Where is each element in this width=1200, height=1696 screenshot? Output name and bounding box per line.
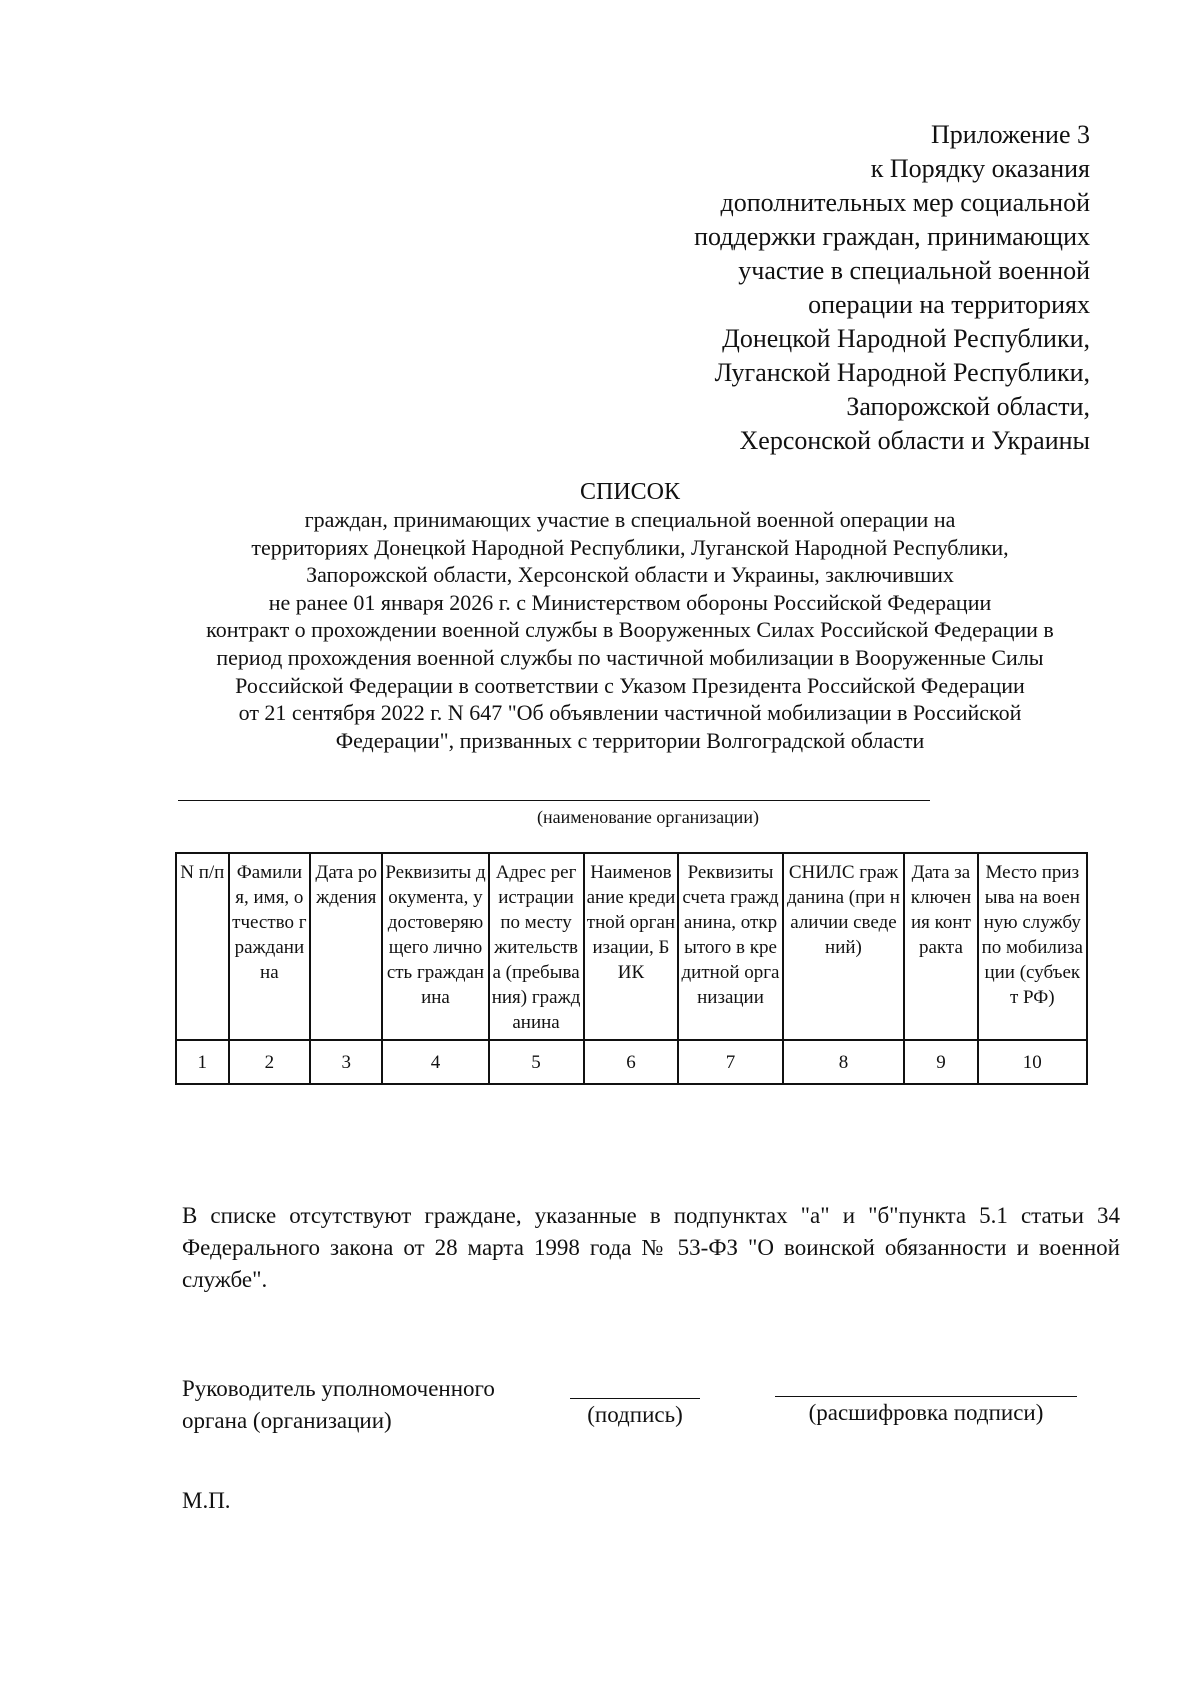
subtitle-line: от 21 сентября 2022 г. N 647 "Об объявлении частичной мобилизации в Российской: [238, 700, 1022, 726]
table-header-row: [176, 853, 1087, 1040]
appendix-line: Приложение 3: [930, 120, 1090, 149]
column-header: Реквизиты счета гражданина, открытого в кредитной организации: [678, 853, 782, 1040]
column-number: 5: [489, 1040, 584, 1084]
citizens-table: [175, 852, 1088, 1085]
subtitle-line: Запорожской области, Херсонской области и Украины, заключивших: [306, 562, 954, 588]
column-header: Дата заключения контракта: [904, 853, 977, 1040]
signatory-role: [182, 1373, 542, 1437]
subtitle-line: период прохождения военной службы по частичной мобилизации в Вооруженные Силы: [216, 644, 1044, 670]
organization-name-line: [178, 800, 930, 801]
column-header: Дата рождения: [310, 853, 382, 1040]
organization-caption: (наименование организации): [537, 807, 759, 827]
column-header: Реквизиты документа, удостоверяющего личность гражданина: [382, 853, 488, 1040]
document-subtitle: [140, 506, 1120, 754]
subtitle-line: не ранее 01 января 2026 г. с Министерством обороны Российской Федерации: [268, 589, 992, 615]
signature-decoding-line: [775, 1396, 1077, 1397]
column-number: 6: [584, 1040, 679, 1084]
appendix-header: [530, 118, 1090, 458]
subtitle-line: территориях Донецкой Народной Республики, Луганской Народной Республики,: [251, 534, 1009, 560]
column-number: 9: [904, 1040, 977, 1084]
column-number: 10: [978, 1040, 1087, 1084]
appendix-line: Донецкой Народной Республики,: [722, 324, 1090, 353]
appendix-line: Херсонской области и Украины: [739, 426, 1090, 455]
signatory-role-line: Руководитель уполномоченного: [182, 1376, 495, 1401]
stamp-place: М.П.: [182, 1488, 231, 1513]
subtitle-line: граждан, принимающих участие в специальной военной операции на: [304, 507, 956, 532]
column-header: Фамилия, имя, отчество гражданина: [229, 853, 311, 1040]
column-number: 8: [783, 1040, 905, 1084]
column-number: 3: [310, 1040, 382, 1084]
appendix-line: участие в специальной военной: [738, 256, 1090, 285]
appendix-line: поддержки граждан, принимающих: [694, 222, 1090, 251]
signatory-role-line: органа (организации): [182, 1408, 392, 1433]
column-number: 1: [176, 1040, 229, 1084]
absence-note: В списке отсутствуют граждане, указанные в подпунктах "а" и "б"пункта 5.1 статьи 34 Федерального закона от 28 марта 1998 года № 53-ФЗ "О воинской обязанности и военной службе".: [182, 1203, 1120, 1292]
appendix-line: к Порядку оказания: [870, 154, 1090, 183]
column-number: 4: [382, 1040, 488, 1084]
column-header: СНИЛС гражданина (при наличии сведений): [783, 853, 905, 1040]
signature-line: [570, 1398, 700, 1399]
appendix-line: операции на территориях: [808, 290, 1090, 319]
column-header: Адрес регистрации по месту жительства (пребывания) гражданина: [489, 853, 584, 1040]
subtitle-line: контракт о прохождении военной службы в Вооруженных Силах Российской Федерации в: [206, 617, 1054, 643]
appendix-line: дополнительных мер социальной: [720, 188, 1090, 217]
signature-caption: (подпись): [587, 1402, 683, 1427]
column-header: Место призыва на военную службу по мобилизации (субъект РФ): [978, 853, 1087, 1040]
column-number: 2: [229, 1040, 311, 1084]
column-header: Наименование кредитной организации, БИК: [584, 853, 679, 1040]
subtitle-line: Федерации", призванных с территории Волгоградской области: [335, 727, 925, 753]
column-number: 7: [678, 1040, 782, 1084]
column-header: N п/п: [176, 853, 229, 1040]
appendix-line: Запорожской области,: [846, 392, 1090, 421]
signature-decoding-caption: (расшифровка подписи): [808, 1400, 1044, 1425]
appendix-line: Луганской Народной Республики,: [714, 358, 1090, 387]
subtitle-line: Российской Федерации в соответствии с Указом Президента Российской Федерации: [235, 672, 1025, 698]
document-title: СПИСОК: [579, 479, 681, 505]
column-number-row: [176, 1040, 1087, 1084]
